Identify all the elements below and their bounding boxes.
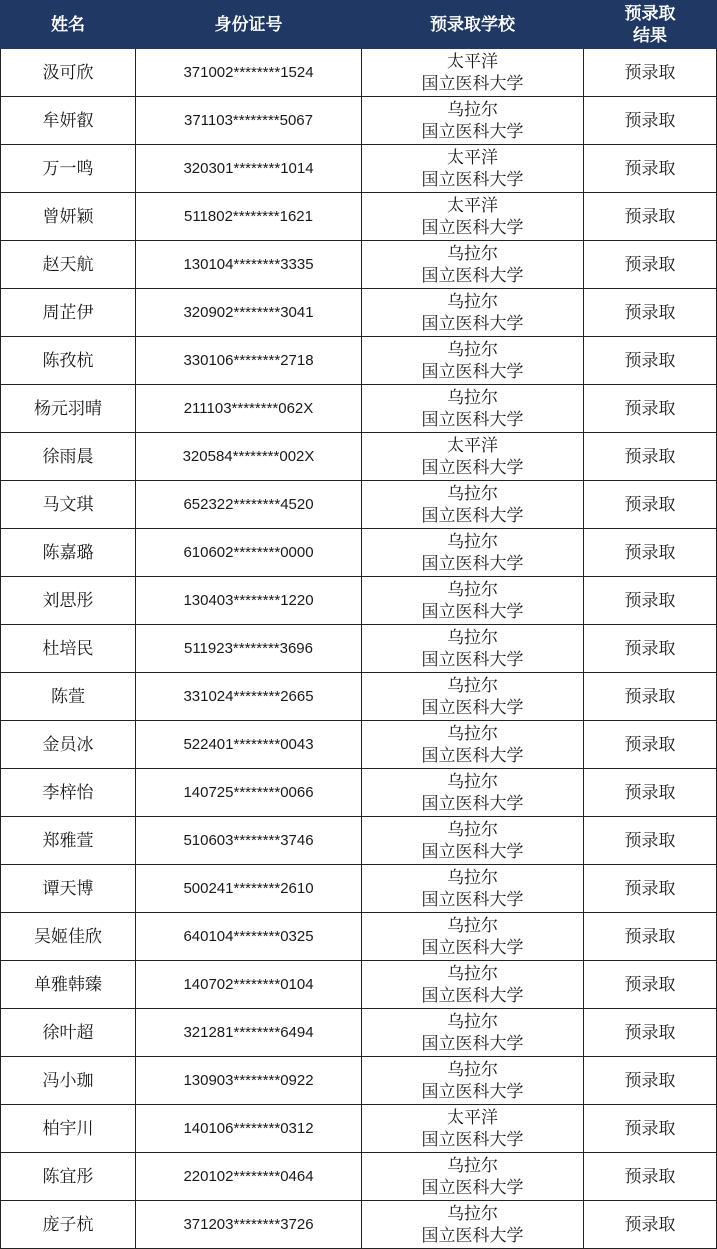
school-line2: 国立医科大学 [421,1081,524,1102]
header-result-line1: 预录取 [624,3,676,24]
school-line2: 国立医科大学 [421,169,524,190]
school-line2: 国立医科大学 [421,553,524,574]
school-line1: 乌拉尔 [447,1059,498,1080]
school-line1: 乌拉尔 [447,483,498,504]
admission-result: 预录取 [584,1201,717,1249]
student-name: 周芷伊 [1,289,136,337]
table-row [1,865,717,913]
school-line2: 国立医科大学 [421,1225,524,1246]
table-row [1,1201,717,1249]
admission-result: 预录取 [584,1009,717,1057]
student-name: 马文琪 [1,481,136,529]
admission-school [362,241,584,289]
admission-result: 预录取 [584,481,717,529]
table-row [1,481,717,529]
header-school: 预录取学校 [362,1,584,49]
table-row [1,673,717,721]
school-line1: 乌拉尔 [447,963,498,984]
student-name: 曾妍颖 [1,193,136,241]
school-line2: 国立医科大学 [421,121,524,142]
id-number: 140106********0312 [136,1105,362,1153]
admission-result: 预录取 [584,145,717,193]
school-line2: 国立医科大学 [421,889,524,910]
admission-school [362,1105,584,1153]
table-row [1,193,717,241]
student-name: 陈孜杭 [1,337,136,385]
school-line2: 国立医科大学 [421,1129,524,1150]
school-line1: 乌拉尔 [447,387,498,408]
student-name: 汲可欣 [1,49,136,97]
table-body [1,49,717,1249]
school-line2: 国立医科大学 [421,361,524,382]
table-row [1,529,717,577]
school-line2: 国立医科大学 [421,985,524,1006]
admission-school [362,961,584,1009]
admission-result: 预录取 [584,961,717,1009]
student-name: 陈宜彤 [1,1153,136,1201]
admission-school [362,529,584,577]
school-line2: 国立医科大学 [421,1177,524,1198]
id-number: 140702********0104 [136,961,362,1009]
table-row [1,289,717,337]
student-name: 郑雅萱 [1,817,136,865]
student-name: 庞子杭 [1,1201,136,1249]
student-name: 柏宇川 [1,1105,136,1153]
id-number: 371203********3726 [136,1201,362,1249]
admission-result: 预录取 [584,865,717,913]
admission-school [362,577,584,625]
admission-result: 预录取 [584,1105,717,1153]
table-row [1,433,717,481]
header-name: 姓名 [1,1,136,49]
school-line1: 乌拉尔 [447,675,498,696]
student-name: 单雅韩臻 [1,961,136,1009]
table-row [1,769,717,817]
admission-school [362,49,584,97]
header-result-line2: 结果 [633,25,667,46]
admission-result: 预录取 [584,49,717,97]
header-result [584,1,717,49]
id-number: 500241********2610 [136,865,362,913]
admission-result: 预录取 [584,577,717,625]
school-line2: 国立医科大学 [421,1033,524,1054]
id-number: 652322********4520 [136,481,362,529]
admission-result: 预录取 [584,913,717,961]
school-line2: 国立医科大学 [421,265,524,286]
id-number: 640104********0325 [136,913,362,961]
admission-school [362,433,584,481]
school-line1: 太平洋 [447,1107,498,1128]
admission-result: 预录取 [584,193,717,241]
student-name: 徐雨晨 [1,433,136,481]
admission-school [362,481,584,529]
school-line1: 乌拉尔 [447,627,498,648]
table-row [1,913,717,961]
admission-school [362,1057,584,1105]
admission-school [362,193,584,241]
table-header [1,1,717,49]
student-name: 冯小珈 [1,1057,136,1105]
admission-school [362,865,584,913]
school-line2: 国立医科大学 [421,505,524,526]
id-number: 220102********0464 [136,1153,362,1201]
id-number: 130403********1220 [136,577,362,625]
student-name: 刘思彤 [1,577,136,625]
table-row [1,817,717,865]
school-line1: 乌拉尔 [447,291,498,312]
header-id: 身份证号 [136,1,362,49]
school-line2: 国立医科大学 [421,457,524,478]
admission-result: 预录取 [584,337,717,385]
admission-school [362,673,584,721]
id-number: 211103********062X [136,385,362,433]
student-name: 谭天博 [1,865,136,913]
school-line1: 太平洋 [447,195,498,216]
admission-result: 预录取 [584,673,717,721]
admission-result: 预录取 [584,241,717,289]
school-line2: 国立医科大学 [421,745,524,766]
admission-school [362,385,584,433]
school-line2: 国立医科大学 [421,73,524,94]
admission-school [362,913,584,961]
table-row [1,625,717,673]
student-name: 陈嘉璐 [1,529,136,577]
admission-school [362,769,584,817]
school-line1: 乌拉尔 [447,723,498,744]
school-line1: 乌拉尔 [447,579,498,600]
student-name: 杜培民 [1,625,136,673]
student-name: 牟妍叡 [1,97,136,145]
school-line1: 乌拉尔 [447,1155,498,1176]
id-number: 510603********3746 [136,817,362,865]
table-row [1,721,717,769]
school-line1: 太平洋 [447,435,498,456]
school-line2: 国立医科大学 [421,409,524,430]
school-line2: 国立医科大学 [421,217,524,238]
school-line2: 国立医科大学 [421,649,524,670]
school-line2: 国立医科大学 [421,793,524,814]
table-row [1,577,717,625]
admission-result: 预录取 [584,769,717,817]
student-name: 陈萱 [1,673,136,721]
id-number: 321281********6494 [136,1009,362,1057]
school-line1: 太平洋 [447,51,498,72]
school-line2: 国立医科大学 [421,697,524,718]
school-line1: 太平洋 [447,147,498,168]
admission-school [362,97,584,145]
admission-school [362,625,584,673]
admission-school [362,721,584,769]
school-line1: 乌拉尔 [447,99,498,120]
id-number: 320902********3041 [136,289,362,337]
school-line1: 乌拉尔 [447,339,498,360]
id-number: 371002********1524 [136,49,362,97]
school-line1: 乌拉尔 [447,867,498,888]
admission-school [362,817,584,865]
header-row [1,1,717,49]
admission-result: 预录取 [584,1057,717,1105]
id-number: 320584********002X [136,433,362,481]
id-number: 331024********2665 [136,673,362,721]
id-number: 130104********3335 [136,241,362,289]
school-line1: 乌拉尔 [447,243,498,264]
id-number: 140725********0066 [136,769,362,817]
admission-result: 预录取 [584,721,717,769]
admission-result: 预录取 [584,433,717,481]
school-line2: 国立医科大学 [421,937,524,958]
admission-school [362,1009,584,1057]
id-number: 522401********0043 [136,721,362,769]
admission-result: 预录取 [584,625,717,673]
admission-school [362,1153,584,1201]
table-row [1,1105,717,1153]
table-row [1,97,717,145]
id-number: 511802********1621 [136,193,362,241]
id-number: 130903********0922 [136,1057,362,1105]
id-number: 320301********1014 [136,145,362,193]
table-row [1,145,717,193]
school-line1: 乌拉尔 [447,771,498,792]
school-line2: 国立医科大学 [421,601,524,622]
table-row [1,1057,717,1105]
student-name: 杨元羽晴 [1,385,136,433]
school-line1: 乌拉尔 [447,1203,498,1224]
admission-school [362,289,584,337]
student-name: 赵天航 [1,241,136,289]
school-line1: 乌拉尔 [447,1011,498,1032]
school-line1: 乌拉尔 [447,819,498,840]
table-row [1,961,717,1009]
admission-result: 预录取 [584,817,717,865]
admission-result: 预录取 [584,97,717,145]
table-row [1,49,717,97]
student-name: 徐叶超 [1,1009,136,1057]
school-line2: 国立医科大学 [421,841,524,862]
id-number: 511923********3696 [136,625,362,673]
student-name: 金员冰 [1,721,136,769]
admission-result: 预录取 [584,1153,717,1201]
student-name: 万一鸣 [1,145,136,193]
id-number: 371103********5067 [136,97,362,145]
id-number: 330106********2718 [136,337,362,385]
admission-school [362,1201,584,1249]
school-line2: 国立医科大学 [421,313,524,334]
admission-school [362,145,584,193]
student-name: 李梓怡 [1,769,136,817]
admission-result: 预录取 [584,529,717,577]
school-line1: 乌拉尔 [447,915,498,936]
table-row [1,385,717,433]
table-row [1,241,717,289]
id-number: 610602********0000 [136,529,362,577]
school-line1: 乌拉尔 [447,531,498,552]
table-row [1,337,717,385]
admission-result: 预录取 [584,385,717,433]
table-row [1,1009,717,1057]
table-row [1,1153,717,1201]
student-name: 吴姬佳欣 [1,913,136,961]
admission-school [362,337,584,385]
admission-result: 预录取 [584,289,717,337]
